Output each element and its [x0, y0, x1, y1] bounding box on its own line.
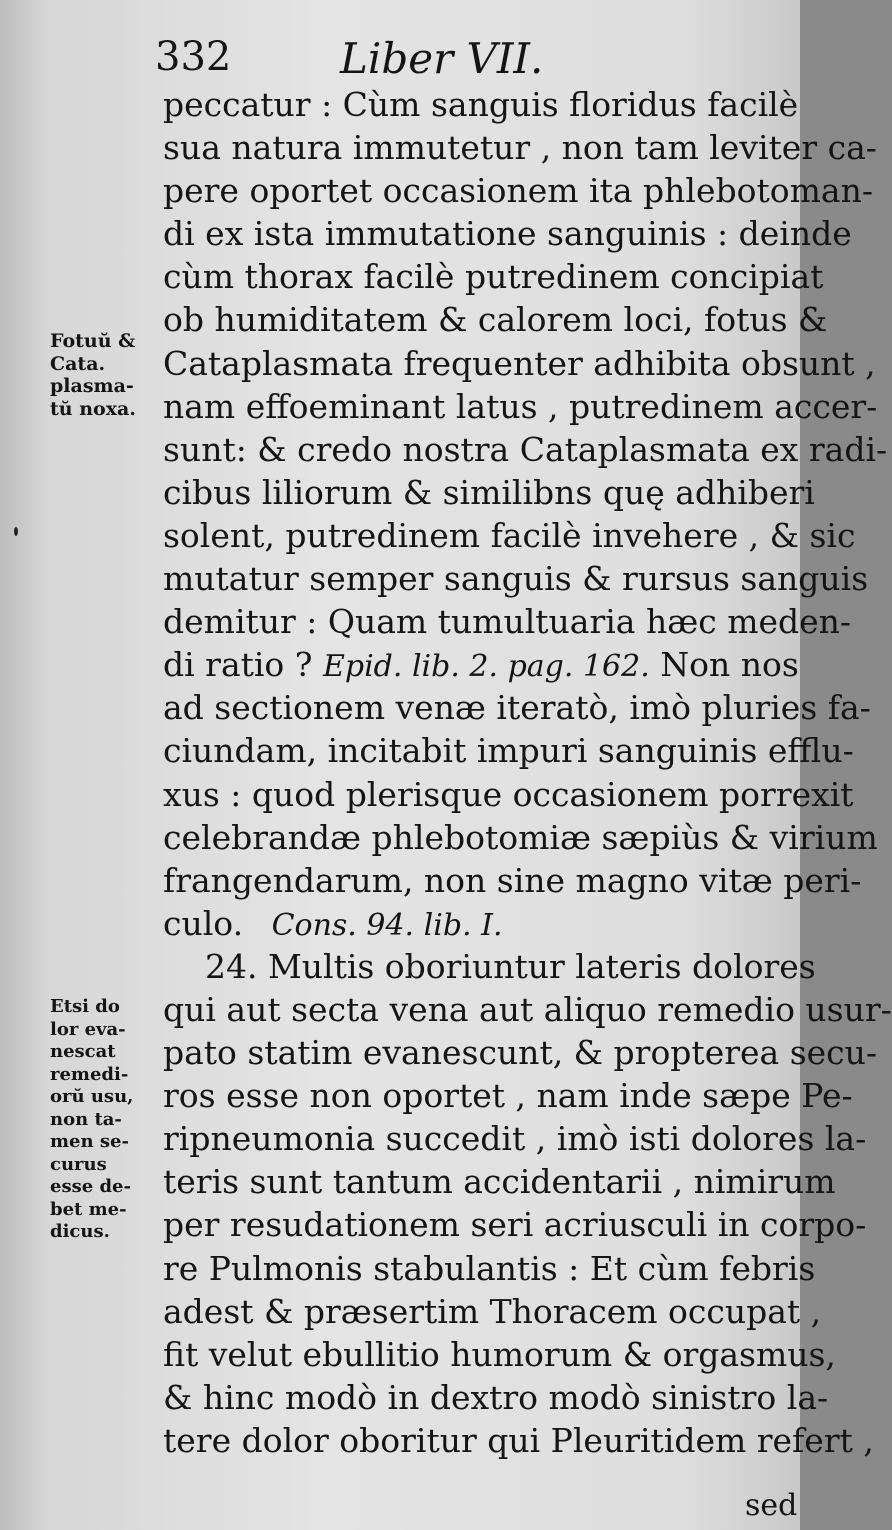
- main-text-block: [163, 83, 892, 1462]
- paragraph-start-24: 24. Multis oboriuntur lateris dolores: [205, 946, 816, 986]
- marginal-note-line: Cata.: [50, 352, 106, 375]
- text-line: sunt: & credo nostra Cataplasmata ex radi-: [163, 429, 888, 469]
- text-line: ciundam, incitabit impuri sanguinis efflu-: [163, 731, 854, 771]
- ink-speck: [14, 527, 18, 536]
- text-line: solent, putredinem facilè invehere , & sic: [163, 515, 856, 555]
- text-line: per resudationem seri acriusculi in corpo-: [163, 1205, 867, 1245]
- text-line: demitur : Quam tumultuaria hæc meden-: [163, 602, 852, 642]
- text-line: fit velut ebullitio humorum & orgasmus,: [163, 1334, 836, 1374]
- text-line-with-citation: [163, 902, 773, 945]
- marginal-note-line: Etsi do: [50, 996, 120, 1017]
- marginal-note-etsi: [50, 996, 162, 1244]
- text-line: ripneumonia succedit , imò isti dolores la-: [163, 1119, 867, 1159]
- text-fragment: di ratio ?: [163, 645, 313, 685]
- marginal-note-line: non ta-: [50, 1108, 122, 1130]
- text-line: teris sunt tantum accidentarii , nimirum: [163, 1162, 836, 1202]
- text-line: xus : quod plerisque occasionem porrexit: [163, 774, 854, 814]
- text-line: frangendarum, non sine magno vitæ peri-: [163, 860, 862, 900]
- text-line: & hinc modò in dextro modò sinistro la-: [163, 1377, 829, 1417]
- text-line: cùm thorax facilè putredinem concipiat: [163, 257, 824, 297]
- text-line: pere oportet occasionem ita phlebotoman-: [163, 171, 873, 211]
- marginal-note-line: tŭ noxa.: [50, 397, 136, 420]
- text-line: re Pulmonis stabulantis : Et cùm febris: [163, 1248, 816, 1288]
- page-number: 332: [155, 34, 232, 80]
- marginal-note-line: plasma-: [50, 375, 134, 397]
- marginal-note-line: remedi-: [50, 1063, 129, 1085]
- text-line: cibus liliorum & similibns quę adhiberi: [163, 472, 815, 512]
- text-line: ob humiditatem & calorem loci, fotus &: [163, 300, 828, 340]
- running-head: Liber VII.: [340, 34, 544, 83]
- marginal-note-line: nescat: [50, 1041, 116, 1062]
- marginal-note-line: men se-: [50, 1131, 129, 1152]
- text-line: sua natura immutetur , non tam leviter ca-: [163, 128, 877, 168]
- text-line: di ex ista immutatione sanguinis : deinde: [163, 214, 852, 254]
- text-line: tere dolor oboritur qui Pleuritidem refert ,: [163, 1420, 874, 1460]
- text-line: celebrandæ phlebotomiæ sæpiùs & virium: [163, 817, 878, 857]
- text-line: mutatur semper sanguis & rursus sanguis: [163, 559, 869, 599]
- page-header: [155, 30, 775, 83]
- marginal-note-line: esse de-: [50, 1176, 131, 1197]
- marginal-note-line: lor eva-: [50, 1018, 126, 1040]
- citation-cons: Cons. 94. lib. I.: [271, 907, 503, 943]
- marginal-note-line: bet me-: [50, 1198, 127, 1220]
- text-line: peccatur : Cùm sanguis floridus facilè: [163, 85, 799, 124]
- text-line-with-citation: [163, 643, 799, 686]
- text-line: Cataplasmata frequenter adhibita obsunt ,: [163, 343, 876, 383]
- citation-epid: Epid. lib. 2. pag. 162.: [322, 649, 650, 685]
- marginal-note-line: dicus.: [50, 1221, 110, 1242]
- text-line: adest & præsertim Thoracem occupat ,: [163, 1291, 822, 1331]
- text-fragment: culo.: [163, 903, 244, 943]
- marginal-note-fotus: [50, 330, 162, 420]
- text-line: qui aut secta vena aut aliquo remedio usur-: [163, 989, 892, 1029]
- marginal-note-line: Fotuŭ &: [50, 330, 136, 352]
- text-line: pato statim evanescunt, & propterea secu-: [163, 1033, 878, 1073]
- catchword: sed: [745, 1488, 798, 1523]
- text-fragment: Non nos: [660, 645, 799, 685]
- text-line: ad sectionem venæ iteratò, imò pluries fa-: [163, 688, 871, 728]
- text-line: nam effoeminant latus , putredinem accer-: [163, 386, 878, 426]
- text-line: ros esse non oportet , nam inde sæpe Pe-: [163, 1076, 853, 1116]
- marginal-note-line: curus: [50, 1153, 107, 1175]
- marginal-note-line: orŭ usu,: [50, 1086, 134, 1107]
